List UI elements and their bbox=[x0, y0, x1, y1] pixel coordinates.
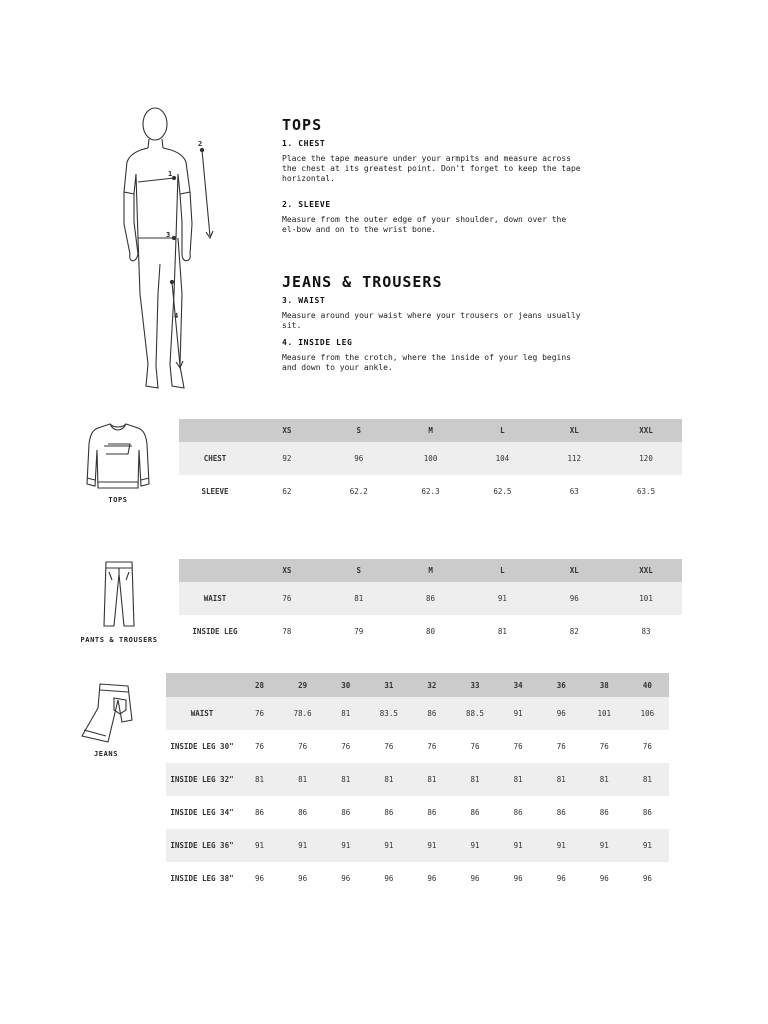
person-outline-icon bbox=[118, 104, 230, 398]
table-cell: 104 bbox=[495, 454, 510, 463]
table-cell: 86 bbox=[427, 808, 437, 817]
header-cell: XS bbox=[282, 566, 292, 575]
table-row bbox=[179, 615, 682, 648]
marker-3: 3 bbox=[166, 231, 171, 239]
pants-caption: PANTS & TROUSERS bbox=[80, 636, 158, 644]
row-label: WAIST bbox=[203, 594, 227, 603]
waist-heading: 3. WAIST bbox=[282, 296, 326, 305]
header-cell: 28 bbox=[255, 680, 265, 690]
sweater-icon bbox=[86, 420, 150, 492]
table-cell: 78 bbox=[282, 627, 292, 636]
table-cell: 76 bbox=[642, 742, 652, 751]
table-cell: 96 bbox=[599, 874, 609, 883]
table-cell: 83.5 bbox=[379, 709, 398, 718]
table-cell: 96 bbox=[556, 874, 566, 883]
table-cell: 101 bbox=[639, 594, 653, 603]
tops-caption: TOPS bbox=[108, 496, 128, 504]
pants-icon-block bbox=[76, 560, 162, 650]
table-row bbox=[166, 730, 669, 763]
row-label: WAIST bbox=[190, 709, 214, 718]
body-measure-figure bbox=[118, 104, 230, 398]
table-row bbox=[166, 796, 669, 829]
jeans-title: JEANS & TROUSERS bbox=[282, 273, 443, 291]
table-cell: 92 bbox=[282, 454, 292, 463]
table-row bbox=[166, 763, 669, 796]
table-cell: 96 bbox=[384, 874, 394, 883]
table-cell: 76 bbox=[255, 709, 265, 718]
table-header-row bbox=[179, 559, 682, 582]
header-cell: 30 bbox=[341, 680, 351, 690]
inside-leg-heading: 4. INSIDE LEG bbox=[282, 338, 353, 347]
table-cell: 106 bbox=[640, 709, 655, 718]
table-cell: 86 bbox=[384, 808, 394, 817]
table-cell: 62.2 bbox=[349, 487, 368, 496]
table-cell: 81 bbox=[298, 775, 308, 784]
table-cell: 82 bbox=[569, 627, 579, 636]
table-cell: 76 bbox=[282, 594, 292, 603]
table-cell: 91 bbox=[470, 841, 480, 850]
table-cell: 91 bbox=[513, 709, 523, 718]
trousers-icon bbox=[76, 560, 162, 628]
jeans-icon bbox=[78, 680, 134, 744]
table-cell: 96 bbox=[470, 874, 480, 883]
table-row bbox=[166, 697, 669, 730]
table-cell: 62.5 bbox=[493, 487, 512, 496]
table-cell: 96 bbox=[569, 594, 579, 603]
table-cell: 100 bbox=[423, 454, 438, 463]
header-cell: XXL bbox=[639, 426, 653, 435]
pants-size-table bbox=[179, 559, 682, 648]
row-label: INSIDE LEG 34" bbox=[170, 808, 234, 817]
table-cell: 120 bbox=[639, 454, 653, 463]
table-cell: 96 bbox=[341, 874, 351, 883]
table-cell: 86 bbox=[255, 808, 265, 817]
header-cell: 34 bbox=[513, 680, 523, 690]
header-cell: XS bbox=[282, 426, 292, 435]
table-cell: 62 bbox=[282, 487, 292, 496]
table-cell: 86 bbox=[427, 709, 437, 718]
header-cell bbox=[179, 559, 251, 582]
row-label: INSIDE LEG 32" bbox=[170, 775, 234, 784]
header-cell: S bbox=[356, 426, 361, 435]
table-header-row bbox=[166, 673, 669, 697]
header-cell: XL bbox=[569, 566, 579, 575]
header-cell: S bbox=[356, 566, 361, 575]
table-cell: 96 bbox=[354, 454, 364, 463]
table-cell: 63.5 bbox=[637, 487, 656, 496]
table-cell: 96 bbox=[298, 874, 308, 883]
row-label: INSIDE LEG 30" bbox=[170, 742, 234, 751]
header-cell: 32 bbox=[427, 680, 437, 690]
table-cell: 81 bbox=[354, 594, 364, 603]
header-cell: L bbox=[500, 426, 505, 435]
table-cell: 86 bbox=[298, 808, 308, 817]
table-cell: 76 bbox=[513, 742, 523, 751]
table-cell: 96 bbox=[427, 874, 437, 883]
table-cell: 81 bbox=[642, 775, 652, 784]
table-row bbox=[179, 582, 682, 615]
row-label: CHEST bbox=[203, 454, 227, 463]
table-cell: 86 bbox=[341, 808, 351, 817]
jeans-icon-block bbox=[78, 680, 134, 764]
table-cell: 78.6 bbox=[293, 709, 312, 718]
header-cell bbox=[166, 673, 238, 697]
row-label: SLEEVE bbox=[201, 487, 229, 496]
header-cell bbox=[179, 419, 251, 442]
table-row bbox=[179, 442, 682, 475]
table-header-row bbox=[179, 419, 682, 442]
marker-4: 4 bbox=[174, 312, 179, 320]
marker-2: 2 bbox=[198, 140, 203, 148]
table-cell: 86 bbox=[642, 808, 652, 817]
table-cell: 91 bbox=[341, 841, 351, 850]
table-cell: 91 bbox=[298, 841, 308, 850]
row-label: INSIDE LEG 38" bbox=[170, 874, 234, 883]
table-cell: 96 bbox=[642, 874, 652, 883]
header-cell: XXL bbox=[639, 566, 653, 575]
table-cell: 96 bbox=[255, 874, 265, 883]
table-cell: 76 bbox=[599, 742, 609, 751]
table-cell: 91 bbox=[599, 841, 609, 850]
table-cell: 96 bbox=[556, 709, 566, 718]
header-cell: 40 bbox=[642, 680, 652, 690]
table-cell: 76 bbox=[556, 742, 566, 751]
tops-size-table bbox=[179, 419, 682, 508]
table-cell: 86 bbox=[556, 808, 566, 817]
table-cell: 76 bbox=[298, 742, 308, 751]
sleeve-instructions: Measure from the outer edge of your shoulder, down over the el-bow and on to the wrist bone. bbox=[282, 215, 567, 234]
header-cell: XL bbox=[569, 426, 579, 435]
table-cell: 81 bbox=[427, 775, 437, 784]
table-cell: 76 bbox=[427, 742, 437, 751]
table-cell: 86 bbox=[470, 808, 480, 817]
header-cell: M bbox=[428, 566, 433, 575]
table-row bbox=[179, 475, 682, 508]
table-cell: 88.5 bbox=[465, 709, 485, 718]
table-cell: 91 bbox=[497, 594, 507, 603]
table-cell: 81 bbox=[556, 775, 566, 784]
table-row bbox=[166, 862, 669, 895]
header-cell: 29 bbox=[298, 680, 308, 690]
header-cell: M bbox=[428, 426, 433, 435]
table-cell: 76 bbox=[255, 742, 265, 751]
table-cell: 81 bbox=[384, 775, 394, 784]
table-cell: 80 bbox=[426, 627, 436, 636]
table-cell: 91 bbox=[384, 841, 394, 850]
table-cell: 91 bbox=[642, 841, 652, 850]
table-cell: 76 bbox=[384, 742, 394, 751]
table-cell: 86 bbox=[426, 594, 436, 603]
tops-icon-block bbox=[86, 420, 150, 510]
header-cell: 38 bbox=[599, 680, 609, 690]
waist-instructions: Measure around your waist where your trousers or jeans usually sit. bbox=[282, 311, 581, 330]
table-cell: 96 bbox=[513, 874, 523, 883]
header-cell: 36 bbox=[556, 680, 566, 690]
header-cell: 31 bbox=[384, 680, 394, 690]
table-cell: 86 bbox=[599, 808, 609, 817]
sleeve-heading: 2. SLEEVE bbox=[282, 200, 331, 209]
table-cell: 91 bbox=[513, 841, 523, 850]
table-cell: 79 bbox=[354, 627, 364, 636]
table-row bbox=[166, 829, 669, 862]
row-label: INSIDE LEG bbox=[192, 627, 238, 636]
chest-heading: 1. CHEST bbox=[282, 139, 326, 148]
table-cell: 112 bbox=[567, 454, 581, 463]
table-cell: 81 bbox=[599, 775, 609, 784]
table-cell: 101 bbox=[597, 709, 612, 718]
table-cell: 81 bbox=[470, 775, 480, 784]
chest-instructions: Place the tape measure under your armpits and measure across the chest at its greatest point. Don't forget to keep the tape horizontal. bbox=[282, 154, 581, 183]
table-cell: 81 bbox=[341, 709, 351, 718]
marker-1: 1 bbox=[168, 170, 173, 178]
table-cell: 81 bbox=[341, 775, 351, 784]
table-cell: 91 bbox=[255, 841, 265, 850]
jeans-size-table bbox=[166, 673, 669, 895]
table-cell: 83 bbox=[641, 627, 651, 636]
tops-title: TOPS bbox=[282, 116, 323, 134]
table-cell: 62.3 bbox=[421, 487, 440, 496]
row-label: INSIDE LEG 36" bbox=[170, 841, 234, 850]
table-cell: 81 bbox=[497, 627, 507, 636]
table-cell: 81 bbox=[513, 775, 523, 784]
header-cell: L bbox=[500, 566, 505, 575]
table-cell: 86 bbox=[513, 808, 523, 817]
table-cell: 63 bbox=[569, 487, 579, 496]
table-cell: 76 bbox=[341, 742, 351, 751]
table-cell: 91 bbox=[427, 841, 437, 850]
jeans-caption: JEANS bbox=[93, 750, 119, 758]
header-cell: 33 bbox=[470, 680, 480, 690]
table-cell: 76 bbox=[470, 742, 480, 751]
table-cell: 81 bbox=[255, 775, 265, 784]
table-cell: 91 bbox=[556, 841, 566, 850]
inside-leg-instructions: Measure from the crotch, where the inside of your leg begins and down to your ankle. bbox=[282, 353, 571, 372]
